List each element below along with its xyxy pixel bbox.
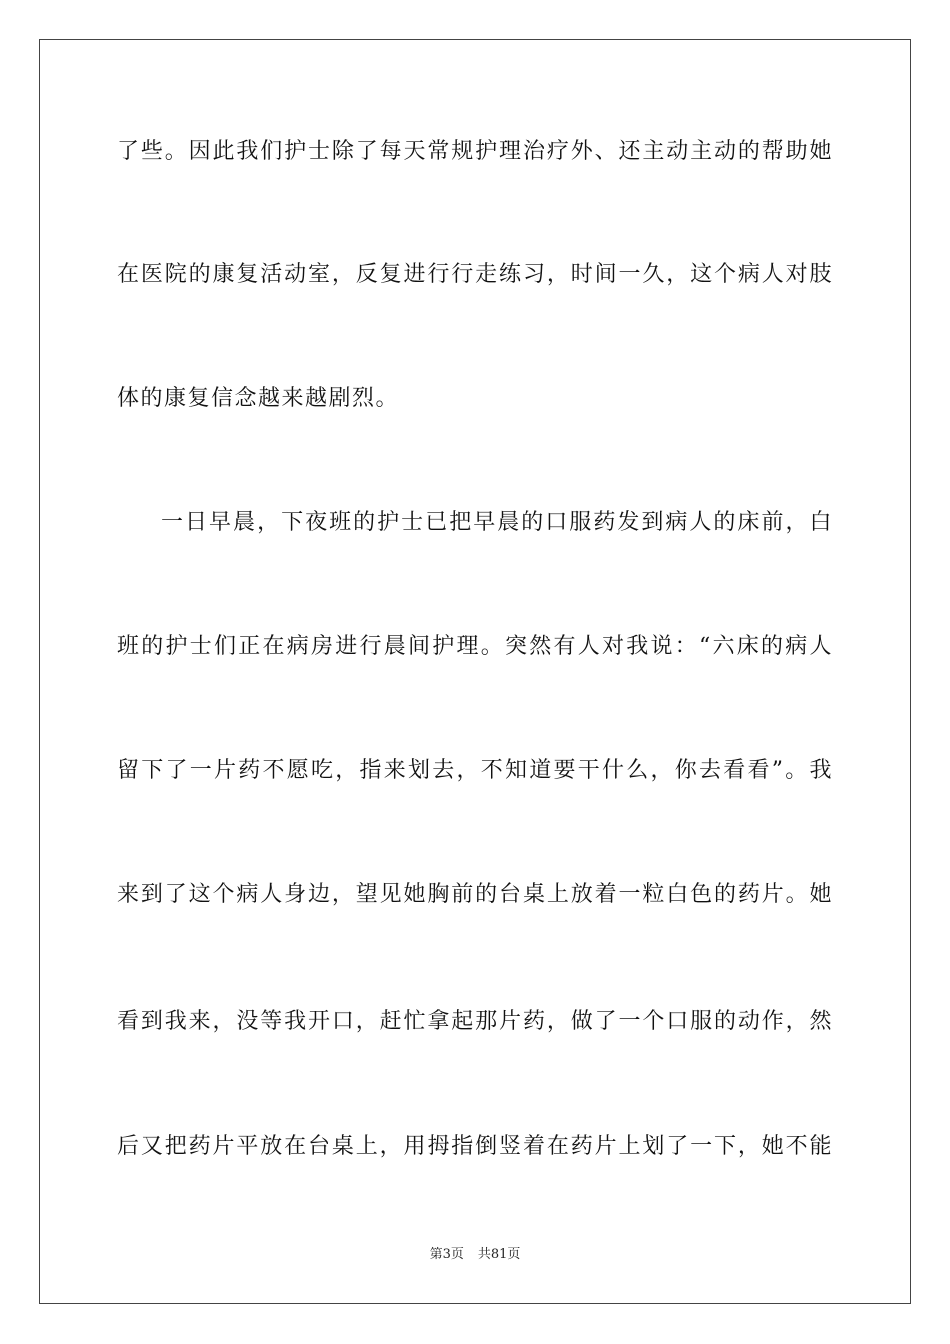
page-total: 共81页 bbox=[477, 1247, 521, 1262]
text-line-1: 了些。因此我们护士除了每天常规护理治疗外、还主动主动的帮助她 bbox=[117, 139, 833, 164]
page-footer bbox=[0, 1246, 950, 1264]
text-line-8: 看到我来，没等我开口，赶忙拿起那片药，做了一个口服的动作，然 bbox=[117, 1009, 833, 1034]
text-line-5: 班的护士们正在病房进行晨间护理。突然有人对我说：“六床的病人 bbox=[117, 634, 833, 659]
page-number: 第3页 bbox=[429, 1247, 464, 1262]
text-line-9: 后又把药片平放在台桌上，用拇指倒竖着在药片上划了一下，她不能 bbox=[117, 1134, 833, 1159]
text-line-2: 在医院的康复活动室，反复进行行走练习，时间一久，这个病人对肢 bbox=[117, 262, 833, 287]
text-line-7: 来到了这个病人身边，望见她胸前的台桌上放着一粒白色的药片。她 bbox=[117, 882, 833, 907]
text-line-6: 留下了一片药不愿吃，指来划去，不知道要干什么，你去看看”。我 bbox=[117, 758, 833, 783]
text-line-3: 体的康复信念越来越剧烈。 bbox=[117, 386, 400, 411]
paragraph-start-line-4: 一日早晨，下夜班的护士已把早晨的口服药发到病人的床前，白 bbox=[161, 510, 833, 535]
page-border bbox=[39, 39, 911, 1304]
